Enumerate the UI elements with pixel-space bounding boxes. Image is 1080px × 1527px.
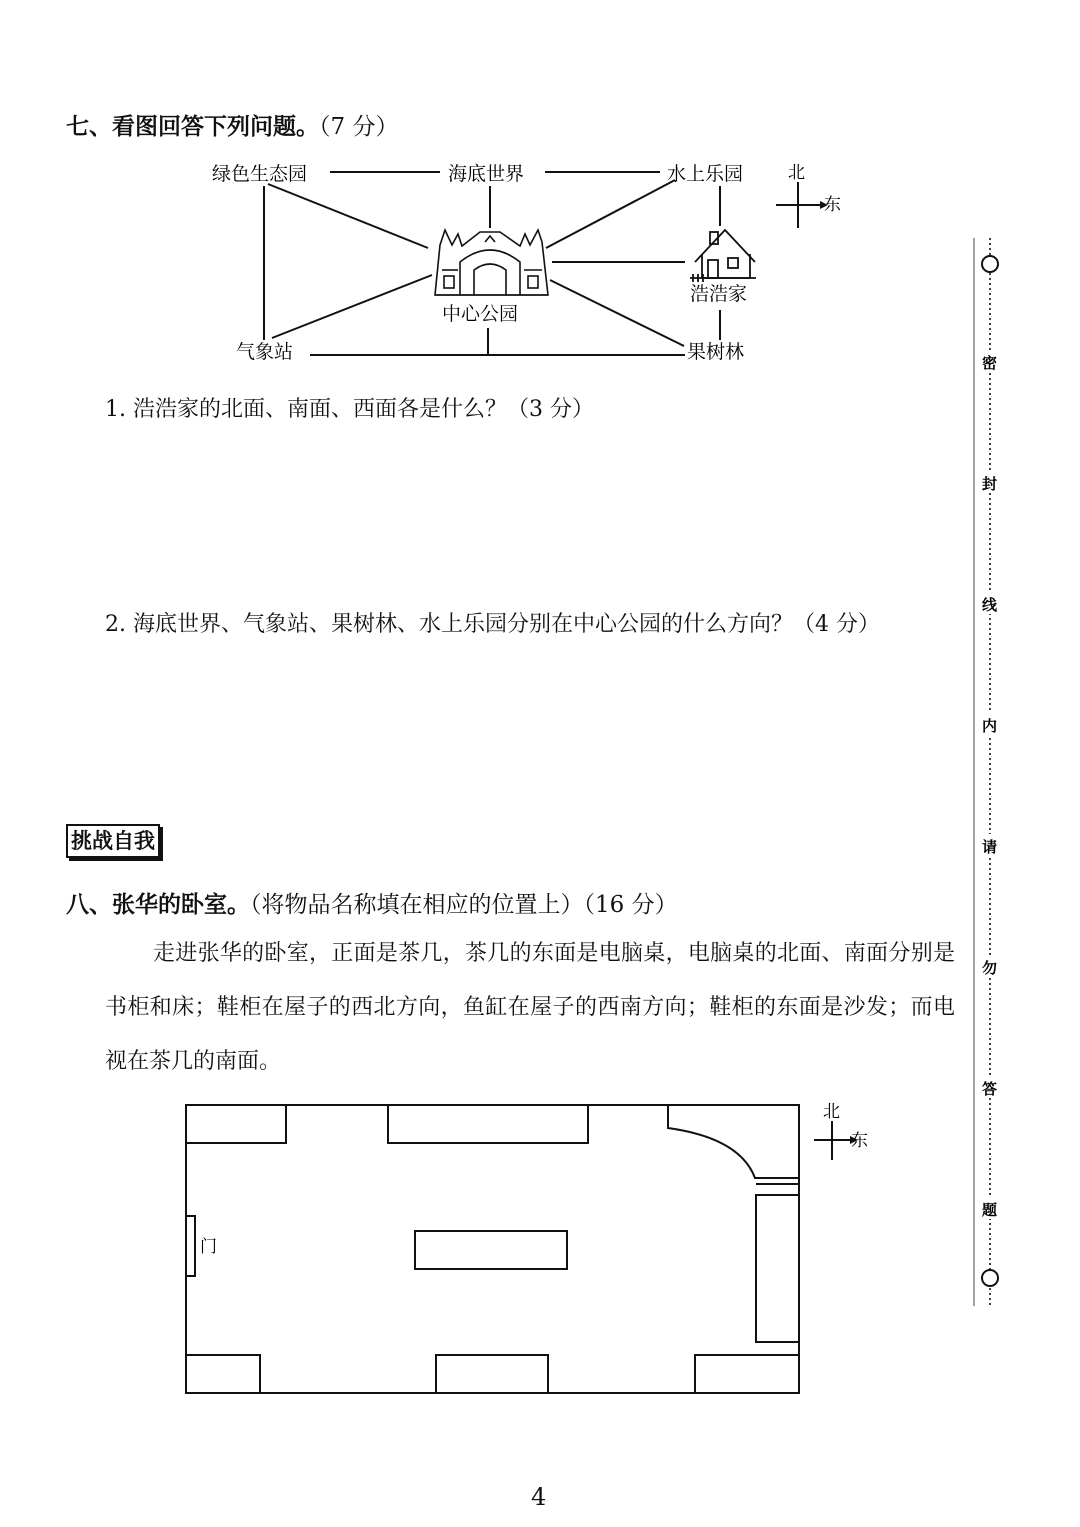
seal-char: 封 [982, 475, 998, 493]
section8-note: （将物品名称填在相应的位置上）（16 分） [250, 892, 678, 918]
compass-north: 北 [788, 163, 805, 183]
section8-title-text: 八、张华的卧室。 [66, 892, 250, 918]
compass-icon [776, 182, 820, 228]
slot-north [388, 1105, 588, 1143]
seal-line [970, 238, 1010, 1308]
label-orchard: 果树林 [687, 341, 745, 363]
section7-title-text: 七、看图回答下列问题。 [66, 114, 319, 140]
door [186, 1216, 195, 1276]
compass-east: 东 [824, 195, 841, 215]
section8-paragraph: 走进张华的卧室，正面是茶几，茶几的东面是电脑桌，电脑桌的北面、南面分别是书柜和床；鞋柜在屋子的西北方向，鱼缸在屋子的西南方向；鞋柜的东面是沙发；而电视在茶几的南面。 [105, 941, 955, 1074]
seal-char: 答 [982, 1080, 998, 1098]
seal-char: 密 [982, 354, 998, 372]
section7-title [66, 108, 398, 141]
slot-northwest [186, 1105, 286, 1143]
label-water-park: 水上乐园 [667, 163, 744, 185]
label-weather-station: 气象站 [236, 341, 294, 363]
label-ocean-world: 海底世界 [448, 163, 525, 185]
label-center-park: 中心公园 [442, 303, 519, 325]
compass2-north: 北 [823, 1102, 840, 1122]
label-green-park: 绿色生态园 [212, 163, 308, 185]
compass-icon-2 [814, 1121, 850, 1160]
door-label: 门 [200, 1237, 217, 1257]
section8-title [66, 886, 678, 919]
slot-center [415, 1231, 567, 1269]
page-number: 4 [531, 1483, 547, 1511]
slot-northeast-ledge [756, 1178, 799, 1184]
direction-map [190, 150, 870, 375]
house-icon [690, 230, 756, 282]
seal-char: 请 [982, 838, 998, 856]
compass2-east: 东 [851, 1131, 868, 1151]
seal-hole-top-icon [982, 256, 998, 272]
seal-char: 勿 [982, 959, 998, 977]
label-haohao-home: 浩浩家 [690, 283, 748, 305]
seal-char: 内 [982, 717, 998, 735]
question-1: 1. 浩浩家的北面、南面、西面各是什么？（3 分） [105, 397, 594, 422]
section7-points: （7 分） [319, 114, 399, 140]
question-2: 2. 海底世界、气象站、果树林、水上乐园分别在中心公园的什么方向？（4 分） [105, 612, 880, 637]
slot-southeast [695, 1355, 799, 1393]
challenge-label: 挑战自我 [66, 824, 160, 858]
seal-char: 题 [982, 1201, 998, 1219]
room-outline [186, 1105, 799, 1393]
slot-northeast-corner [668, 1105, 799, 1178]
bedroom-floorplan [180, 1096, 880, 1401]
slot-southwest [186, 1355, 260, 1393]
seal-hole-bottom-icon [982, 1270, 998, 1286]
seal-char: 线 [982, 596, 998, 614]
slot-south [436, 1355, 548, 1393]
slot-east [756, 1195, 799, 1342]
center-park-icon [435, 230, 548, 295]
